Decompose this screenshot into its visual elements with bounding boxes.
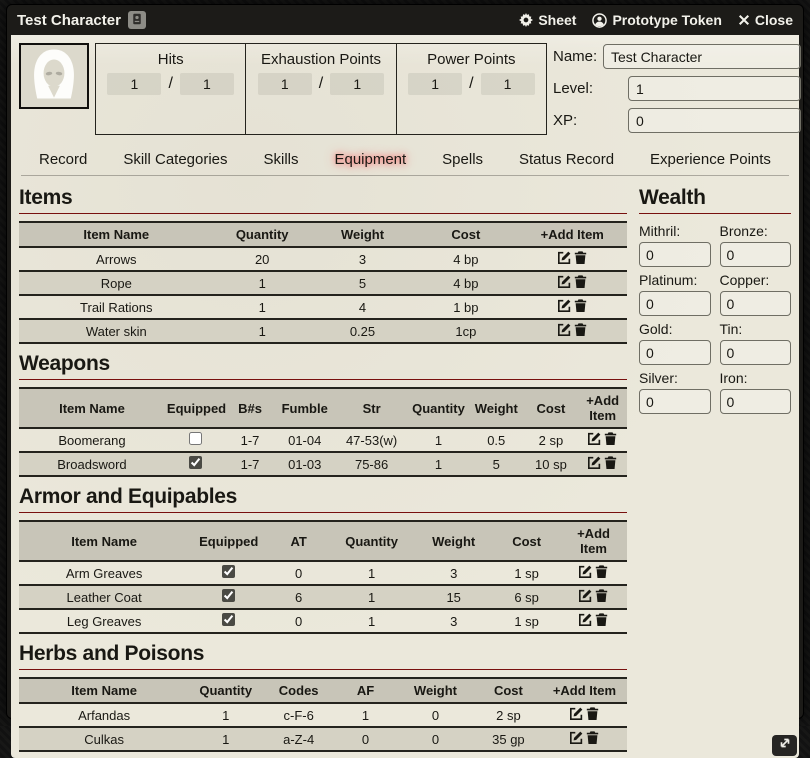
armor-weight-cell: 3	[414, 561, 493, 585]
herb-name-cell: Culkas	[19, 727, 189, 751]
herbs-col-codes: Codes	[262, 678, 335, 703]
delete-icon[interactable]	[604, 432, 617, 445]
weapon-name-cell: Broadsword	[19, 452, 165, 476]
armor-row	[19, 585, 627, 609]
item-weight-cell: 0.25	[311, 319, 414, 343]
edit-icon[interactable]	[579, 613, 592, 626]
close-icon	[738, 14, 750, 26]
exhaustion-separator: /	[318, 75, 324, 92]
item-row	[19, 271, 627, 295]
edit-icon[interactable]	[558, 299, 571, 312]
wealth-field-silver	[639, 368, 711, 414]
armor-row	[19, 561, 627, 585]
herb-codes-cell: c-F-6	[262, 703, 335, 727]
weapon-equipped-checkbox[interactable]	[189, 456, 202, 469]
power-points-max-input[interactable]	[481, 73, 535, 95]
weapon-fumble-cell: 01-04	[274, 428, 335, 452]
name-input[interactable]	[603, 44, 801, 69]
weapon-name-cell: Boomerang	[19, 428, 165, 452]
herb-row	[19, 703, 627, 727]
herb-af-cell: 1	[335, 703, 396, 727]
weapon-quantity-cell: 1	[408, 452, 469, 476]
items-col-quantity: Quantity	[214, 222, 311, 247]
sheet-tabs	[21, 143, 789, 176]
copper-label: Copper:	[719, 272, 770, 288]
edit-icon[interactable]	[558, 275, 571, 288]
weapons-col-name: Item Name	[19, 388, 165, 428]
item-name-cell: Trail Rations	[19, 295, 214, 319]
add-armor-button[interactable]: +Add Item	[560, 521, 627, 561]
tab-record[interactable]: Record	[38, 150, 88, 168]
herbs-col-af: AF	[335, 678, 396, 703]
items-col-weight: Weight	[311, 222, 414, 247]
delete-icon[interactable]	[595, 565, 608, 578]
armor-cost-cell: 1 sp	[493, 609, 560, 633]
add-herb-button[interactable]: +Add Item	[542, 678, 627, 703]
herb-quantity-cell: 1	[189, 703, 262, 727]
item-weight-cell: 5	[311, 271, 414, 295]
xp-input[interactable]	[628, 108, 801, 133]
weapon-cost-cell: 10 sp	[524, 452, 579, 476]
tab-equipment[interactable]: Equipment	[334, 150, 407, 168]
item-row	[19, 295, 627, 319]
user-circle-icon	[592, 13, 607, 28]
level-label: Level:	[553, 80, 594, 97]
delete-icon[interactable]	[574, 251, 587, 264]
delete-icon[interactable]	[586, 731, 599, 744]
close-button-label: Close	[754, 12, 793, 28]
prototype-token-label: Prototype Token	[612, 12, 722, 28]
armor-quantity-cell: 1	[329, 609, 414, 633]
tab-skills[interactable]: Skills	[263, 150, 299, 168]
edit-icon[interactable]	[558, 251, 571, 264]
bronze-input[interactable]	[720, 242, 792, 267]
armor-col-at: AT	[268, 521, 329, 561]
weapon-row	[19, 452, 627, 476]
armor-weight-cell: 3	[414, 609, 493, 633]
weapons-col-cost: Cost	[524, 388, 579, 428]
prototype-token-button[interactable]	[592, 12, 721, 28]
gold-label: Gold:	[639, 321, 673, 337]
hits-label: Hits	[157, 51, 184, 68]
window-resize-handle[interactable]	[772, 735, 797, 756]
item-cost-cell: 1cp	[414, 319, 517, 343]
sheet-header	[19, 43, 791, 135]
mithril-input[interactable]	[639, 242, 711, 267]
silver-label: Silver:	[639, 370, 678, 386]
window-title: Test Character	[17, 11, 121, 29]
item-quantity-cell: 1	[214, 271, 311, 295]
tab-experience-points[interactable]: Experience Points	[650, 150, 771, 168]
item-row	[19, 319, 627, 343]
weapon-quantity-cell: 1	[408, 428, 469, 452]
mystery-man-icon	[25, 45, 83, 108]
edit-icon[interactable]	[588, 456, 601, 469]
platinum-input[interactable]	[639, 291, 711, 316]
power-points-stat	[397, 44, 546, 134]
weapons-table	[19, 387, 627, 477]
item-quantity-cell: 20	[214, 247, 311, 271]
armor-col-weight: Weight	[414, 521, 493, 561]
herbs-header-row	[19, 678, 627, 703]
hits-stat	[96, 44, 246, 134]
item-cost-cell: 1 bp	[414, 295, 517, 319]
edit-icon[interactable]	[570, 707, 583, 720]
exhaustion-max-input[interactable]	[330, 73, 384, 95]
add-weapon-button[interactable]: +Add Item	[578, 388, 627, 428]
armor-row	[19, 609, 627, 633]
bronze-label: Bronze:	[719, 223, 768, 239]
edit-icon[interactable]	[570, 731, 583, 744]
weapon-row	[19, 428, 627, 452]
equipment-tab-content	[19, 182, 791, 758]
exhaustion-label: Exhaustion Points	[260, 51, 382, 68]
hits-current-input[interactable]	[107, 73, 161, 95]
edit-icon[interactable]	[588, 432, 601, 445]
herb-codes-cell: a-Z-4	[262, 727, 335, 751]
wealth-field-tin	[720, 319, 792, 365]
herbs-col-cost: Cost	[475, 678, 542, 703]
gold-input[interactable]	[639, 340, 711, 365]
armor-table	[19, 520, 627, 634]
mithril-label: Mithril:	[639, 223, 681, 239]
character-portrait[interactable]	[19, 43, 89, 109]
edit-icon[interactable]	[579, 565, 592, 578]
close-button[interactable]	[738, 12, 793, 28]
armor-header-row	[19, 521, 627, 561]
tin-label: Tin:	[719, 321, 743, 337]
armor-name-cell: Leg Greaves	[19, 609, 189, 633]
wealth-field-iron	[720, 368, 792, 414]
armor-cost-cell: 1 sp	[493, 561, 560, 585]
item-name-cell: Rope	[19, 271, 214, 295]
item-name-cell: Water skin	[19, 319, 214, 343]
herbs-table	[19, 677, 627, 752]
item-cost-cell: 4 bp	[414, 271, 517, 295]
iron-input[interactable]	[720, 389, 792, 414]
herb-af-cell: 0	[335, 727, 396, 751]
item-quantity-cell: 1	[214, 319, 311, 343]
delete-icon[interactable]	[595, 613, 608, 626]
weapons-header-row	[19, 388, 627, 428]
weapons-col-equipped: Equipped	[165, 388, 226, 428]
weapon-str-cell: 47-53(w)	[335, 428, 408, 452]
armor-cost-cell: 6 sp	[493, 585, 560, 609]
delete-icon[interactable]	[586, 707, 599, 720]
iron-label: Iron:	[719, 370, 748, 386]
items-section-title: Items	[19, 184, 627, 214]
weapon-bs-cell: 1-7	[226, 428, 275, 452]
herb-weight-cell: 0	[396, 727, 475, 751]
tab-status-record[interactable]: Status Record	[519, 150, 615, 168]
weapons-section-title: Weapons	[19, 350, 627, 380]
weapons-col-quantity: Quantity	[408, 388, 469, 428]
weapon-cost-cell: 2 sp	[524, 428, 579, 452]
herbs-col-quantity: Quantity	[189, 678, 262, 703]
herb-quantity-cell: 1	[189, 727, 262, 751]
weapon-weight-cell: 5	[469, 452, 524, 476]
name-label: Name:	[553, 48, 598, 65]
exhaustion-stat	[246, 44, 396, 134]
delete-icon[interactable]	[604, 456, 617, 469]
armor-at-cell: 0	[268, 561, 329, 585]
wealth-field-platinum	[639, 270, 711, 316]
item-weight-cell: 4	[311, 295, 414, 319]
edit-icon[interactable]	[558, 323, 571, 336]
copper-input[interactable]	[720, 291, 792, 316]
xp-label: XP:	[553, 112, 578, 129]
armor-col-equipped: Equipped	[189, 521, 268, 561]
armor-name-cell: Arm Greaves	[19, 561, 189, 585]
armor-col-cost: Cost	[493, 521, 560, 561]
herbs-section-title: Herbs and Poisons	[19, 640, 627, 670]
tab-skill-categories[interactable]: Skill Categories	[123, 150, 228, 168]
weapons-col-bs: B#s	[226, 388, 275, 428]
armor-equipped-checkbox[interactable]	[222, 589, 235, 602]
edit-icon[interactable]	[579, 589, 592, 602]
identity-fields	[553, 43, 801, 135]
resize-arrows-icon	[778, 736, 792, 755]
weapon-equipped-checkbox[interactable]	[189, 432, 202, 445]
power-points-current-input[interactable]	[408, 73, 462, 95]
passport-icon	[131, 12, 143, 29]
items-col-cost: Cost	[414, 222, 517, 247]
power-points-label: Power Points	[427, 51, 516, 68]
delete-icon[interactable]	[595, 589, 608, 602]
window-titlebar[interactable]	[7, 5, 803, 35]
armor-equipped-checkbox[interactable]	[222, 613, 235, 626]
weapon-str-cell: 75-86	[335, 452, 408, 476]
herb-cost-cell: 35 gp	[475, 727, 542, 751]
tin-input[interactable]	[720, 340, 792, 365]
delete-icon[interactable]	[574, 275, 587, 288]
items-col-name: Item Name	[19, 222, 214, 247]
item-weight-cell: 3	[311, 247, 414, 271]
exhaustion-current-input[interactable]	[258, 73, 312, 95]
wealth-grid	[639, 221, 791, 414]
armor-weight-cell: 15	[414, 585, 493, 609]
herb-weight-cell: 0	[396, 703, 475, 727]
resource-stats-box	[95, 43, 547, 135]
wealth-field-gold	[639, 319, 711, 365]
wealth-field-bronze	[720, 221, 792, 267]
items-header-row	[19, 222, 627, 247]
weapons-col-fumble: Fumble	[274, 388, 335, 428]
wealth-section-title: Wealth	[639, 184, 791, 214]
gear-icon	[519, 13, 533, 27]
character-sheet-window	[6, 4, 804, 747]
sheet-config-button[interactable]	[519, 12, 576, 28]
platinum-label: Platinum:	[639, 272, 698, 288]
armor-col-name: Item Name	[19, 521, 189, 561]
armor-quantity-cell: 1	[329, 585, 414, 609]
sheet-button-label: Sheet	[538, 12, 577, 28]
weapon-bs-cell: 1-7	[226, 452, 275, 476]
weapon-weight-cell: 0.5	[469, 428, 524, 452]
wealth-column	[639, 182, 791, 758]
armor-section-title: Armor and Equipables	[19, 483, 627, 513]
delete-icon[interactable]	[574, 323, 587, 336]
item-quantity-cell: 1	[214, 295, 311, 319]
level-input[interactable]	[628, 76, 801, 101]
armor-name-cell: Leather Coat	[19, 585, 189, 609]
wealth-field-mithril	[639, 221, 711, 267]
herb-cost-cell: 2 sp	[475, 703, 542, 727]
power-points-separator: /	[469, 75, 474, 92]
herbs-col-name: Item Name	[19, 678, 189, 703]
add-item-button[interactable]: +Add Item	[518, 222, 627, 247]
equipment-tables-column	[19, 182, 627, 758]
armor-at-cell: 0	[268, 609, 329, 633]
character-artwork-button[interactable]	[128, 11, 146, 29]
herb-name-cell: Arfandas	[19, 703, 189, 727]
herbs-col-weight: Weight	[396, 678, 475, 703]
armor-quantity-cell: 1	[329, 561, 414, 585]
armor-equipped-checkbox[interactable]	[222, 565, 235, 578]
weapons-col-str: Str	[335, 388, 408, 428]
weapon-fumble-cell: 01-03	[274, 452, 335, 476]
sheet-content	[11, 35, 799, 758]
silver-input[interactable]	[639, 389, 711, 414]
hits-max-input[interactable]	[180, 73, 234, 95]
armor-col-quantity: Quantity	[329, 521, 414, 561]
weapons-col-weight: Weight	[469, 388, 524, 428]
hits-separator: /	[168, 75, 173, 92]
armor-at-cell: 6	[268, 585, 329, 609]
delete-icon[interactable]	[574, 299, 587, 312]
item-cost-cell: 4 bp	[414, 247, 517, 271]
herb-row	[19, 727, 627, 751]
tab-spells[interactable]: Spells	[442, 150, 484, 168]
wealth-field-copper	[720, 270, 792, 316]
item-name-cell: Arrows	[19, 247, 214, 271]
items-table	[19, 221, 627, 344]
item-row	[19, 247, 627, 271]
